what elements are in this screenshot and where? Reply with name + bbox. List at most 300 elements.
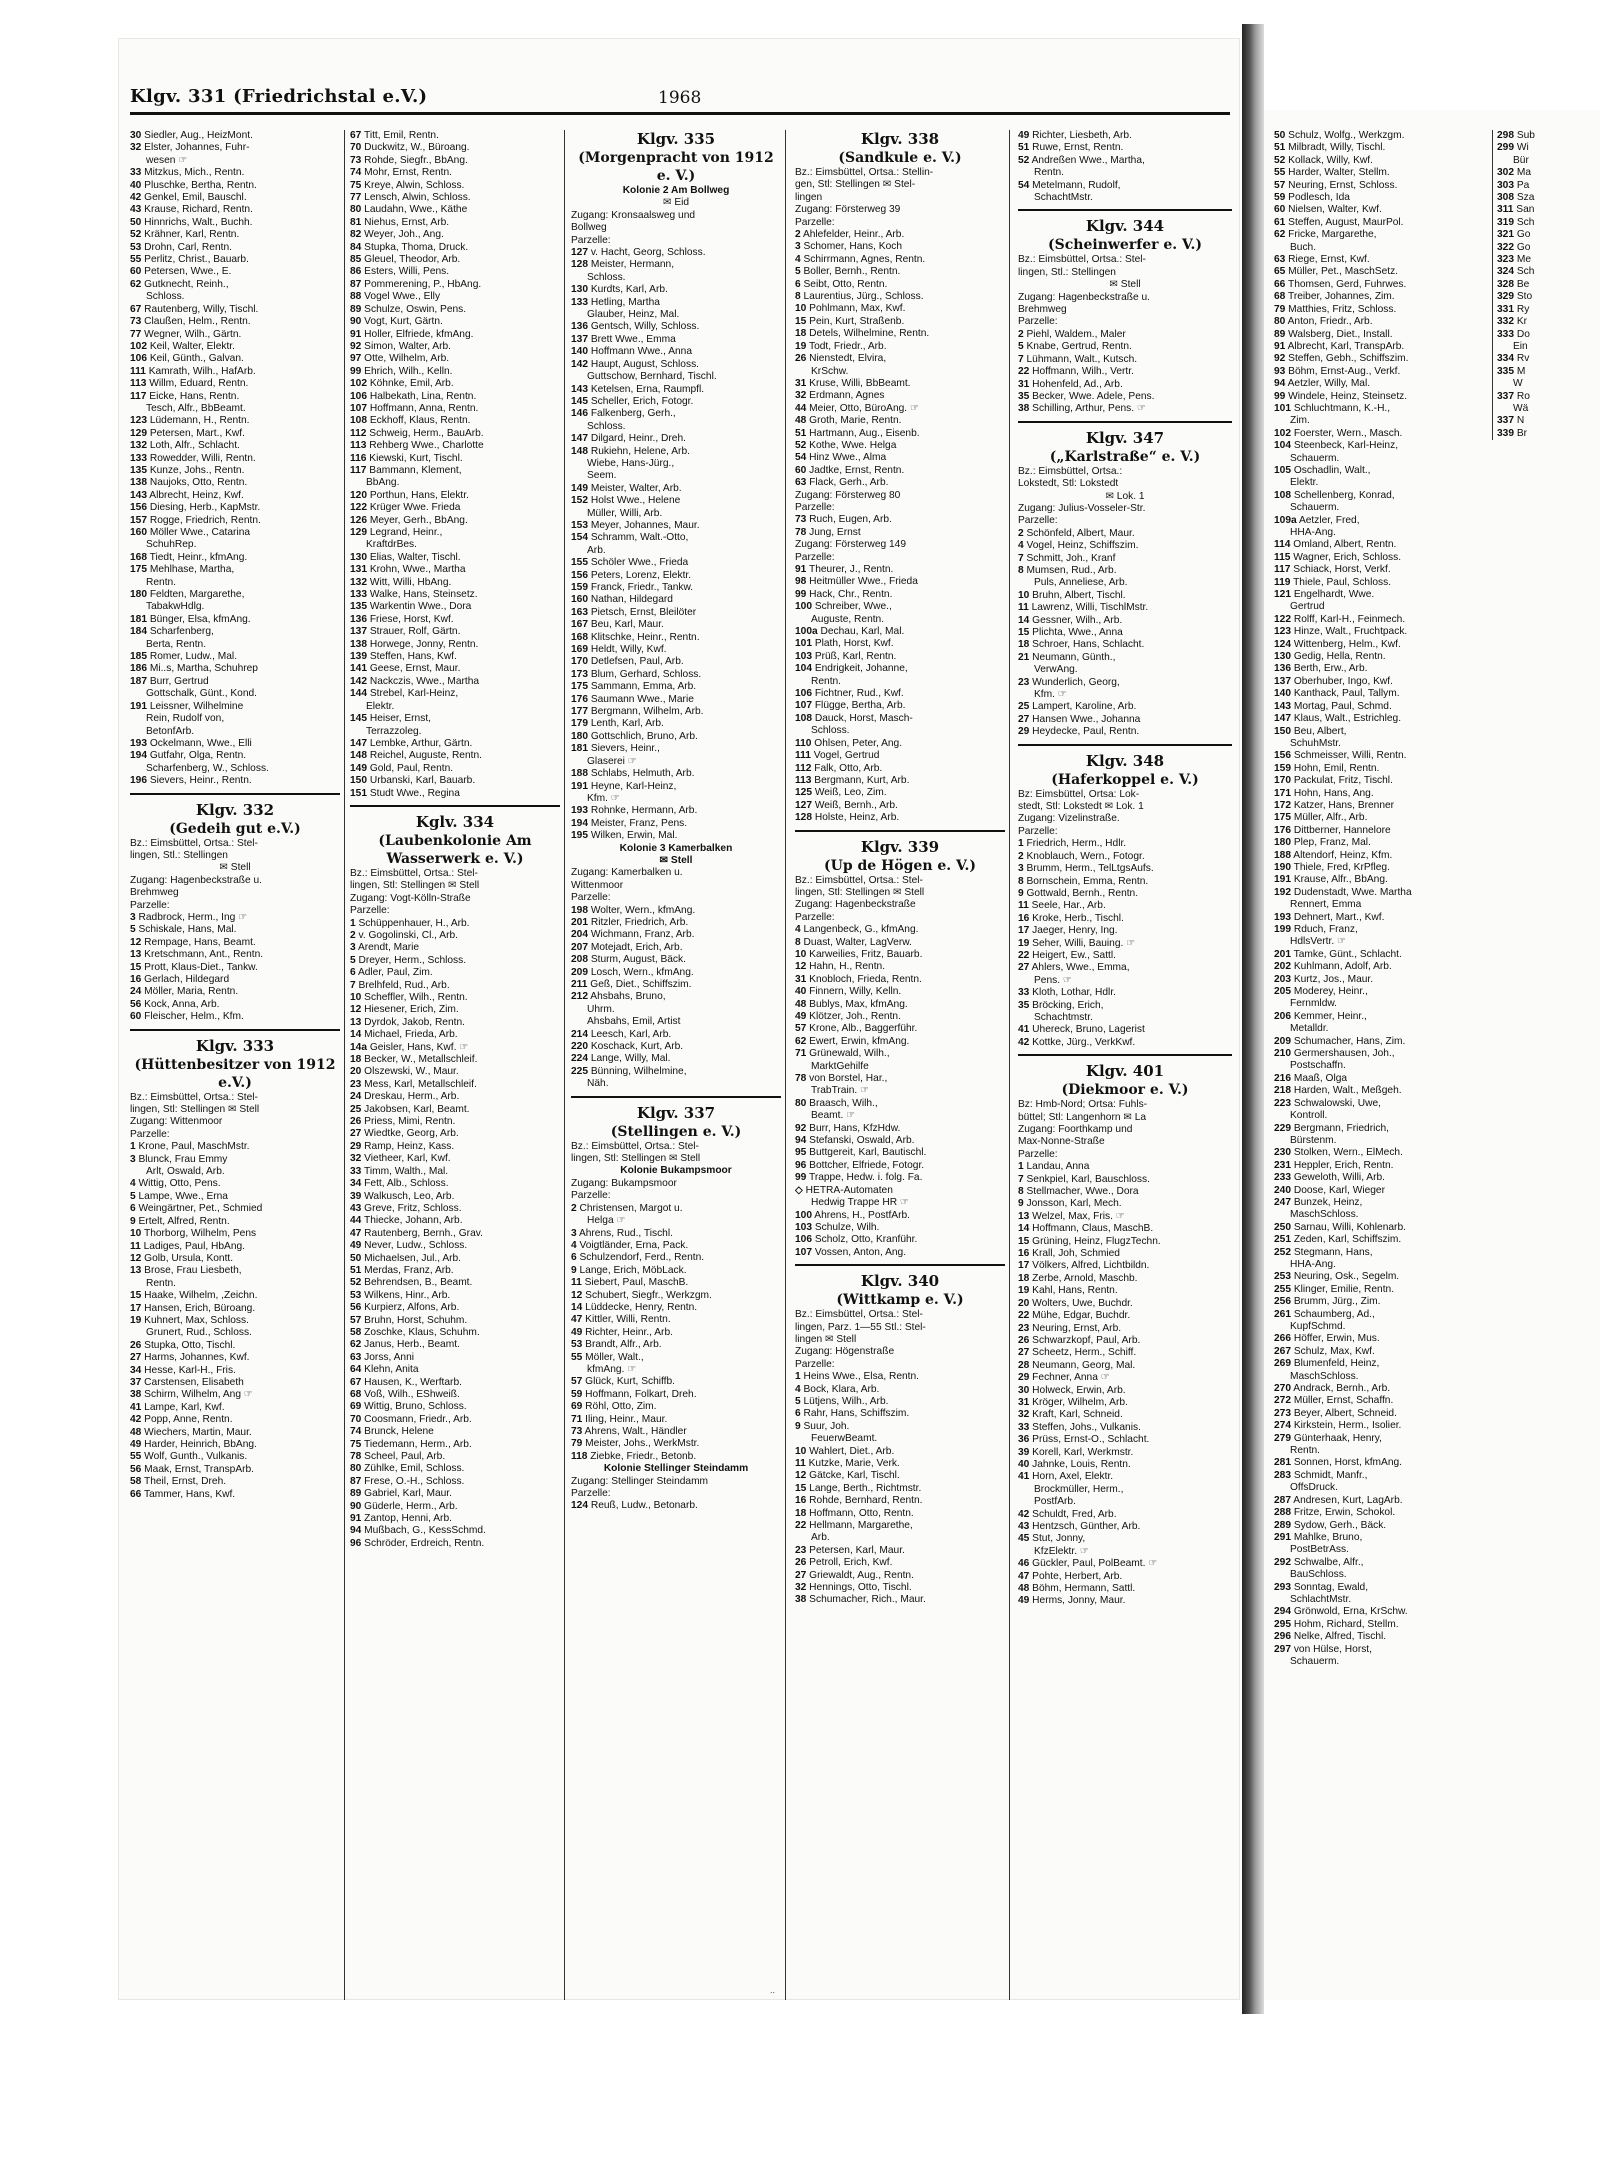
entry-line: 1 Schüppenhauer, H., Arb. (350, 917, 470, 929)
entry-line: 185 Romer, Ludw., Mal. (130, 651, 238, 663)
entry-line: 32 Hennings, Otto, Tischl. (795, 1582, 912, 1594)
entry-line: 308 Sza (1497, 192, 1535, 204)
section-info: lingen, Stl.: Stellingen (130, 849, 228, 861)
entry-line: 12 Gätcke, Karl, Tischl. (795, 1470, 900, 1482)
parcel-number: 92 (350, 340, 362, 352)
parcel-number: 43 (350, 1202, 362, 1214)
parcel-number: 90 (350, 316, 362, 328)
parcel-number: 7 (1018, 1173, 1024, 1185)
section-subtitle: (Laubenkolonie Am Wasserwerk e. V.) (378, 832, 532, 867)
entry-line: 32 Erdmann, Agnes (795, 390, 885, 402)
entry-line: 33 Kloth, Lothar, Hdlr. (1018, 987, 1116, 999)
parcel-number: 2 (1018, 527, 1024, 539)
parcel-number: 67 (350, 1376, 362, 1388)
entry-line: 11 Kutzke, Marie, Verk. (795, 1458, 900, 1469)
section-info: Bz.: Eimsbüttel, Ortsa.: Stel- (795, 874, 923, 886)
section-title: Klgv. 344 (1085, 217, 1165, 236)
entry-line: 118 Ziebke, Friedr., Betonb. (571, 1450, 697, 1462)
parcel-number: 55 (571, 1351, 583, 1363)
parcel-number: 80 (795, 1097, 807, 1109)
section-title: Klgv. 339 (860, 837, 940, 856)
entry-line: 27 Ahlers, Wwe., Emma, (1018, 962, 1130, 974)
entry-line: 5 Lampe, Wwe., Erna (130, 1190, 228, 1202)
entry-line: 267 Schulz, Max, Kwf. (1274, 1345, 1375, 1357)
entry-line: 202 Kuhlmann, Adolf, Arb. (1274, 961, 1392, 973)
parcel-number: 89 (350, 303, 362, 315)
parcel-number: 203 (1274, 973, 1291, 985)
entry-line: 51 Merdas, Franz, Arb. (350, 1264, 454, 1276)
entry-line: 96 Schröder, Erdreich, Rentn. (350, 1537, 485, 1549)
parcel-number: 39 (350, 1190, 362, 1202)
entry-line: 173 Blum, Gerhard, Schloss. (571, 668, 702, 680)
entry-line: 135 Warkentin Wwe., Dora (350, 601, 472, 613)
parcel-number: 13 (130, 1265, 142, 1277)
entry-line: 117 Schiack, Horst, Verkf. (1274, 564, 1391, 576)
entry-line: Terrazzoleg. (366, 725, 422, 737)
entry-line: 11 Seele, Har., Arb. (1018, 900, 1106, 912)
entry-line: 149 Meister, Walter, Arb. (571, 482, 682, 494)
parcel-number: 194 (571, 817, 588, 829)
parcel-number: 120 (350, 489, 367, 501)
parcel-number: 101 (1274, 402, 1291, 414)
parcel-number: 193 (1274, 911, 1291, 923)
entry-line: Rentn. (1034, 167, 1065, 179)
section-rule (571, 1096, 781, 1098)
entry-line: 211 Geß, Diet., Schiffszim. (571, 979, 692, 990)
entry-line: 113 Rehberg Wwe., Charlotte (350, 440, 484, 452)
entry-line: 82 Weyer, Joh., Ang. (350, 229, 444, 241)
parcel-number: 292 (1274, 1556, 1291, 1568)
entry-line: 73 Claußen, Helm., Rentn. (130, 316, 251, 328)
entry-line: 113 Willm, Eduard, Rentn. (130, 378, 249, 390)
entry-line: SchachtMstr. (1034, 192, 1093, 204)
entry-line: 296 Nelke, Alfred, Tischl. (1274, 1631, 1387, 1643)
section-info: Zugang: Vizelinstraße. (1018, 813, 1120, 825)
parcel-number: 141 (350, 663, 367, 675)
entry-line: 101 Plath, Horst, Kwf. (795, 638, 894, 650)
parcel-number: 106 (130, 353, 147, 365)
entry-line: 65 Müller, Pet., MaschSetz. (1274, 266, 1399, 278)
entry-line: Schloss. (587, 420, 626, 432)
entry-line: 120 Porthun, Hans, Elektr. (350, 489, 469, 501)
entry-line: 3 Schomer, Hans, Koch (795, 241, 903, 253)
entry-line: Bür (1513, 154, 1529, 166)
parcel-number: 143 (571, 383, 588, 395)
entry-line: 63 Jorss, Anni (350, 1351, 415, 1363)
entry-line: 29 Ramp, Heinz, Kass. (350, 1140, 455, 1152)
entry-line: 40 Pluschke, Bertha, Rentn. (130, 179, 257, 191)
section-info: Zugang: Vogt-Kölln-Straße (350, 892, 471, 904)
parcel-number: 123 (1274, 626, 1291, 638)
entry-line: 214 Leesch, Karl, Arb. (571, 1028, 672, 1040)
parcel-number: 8 (1018, 564, 1024, 576)
parcel-number: 17 (1018, 1260, 1030, 1272)
parcel-number: 77 (350, 192, 362, 204)
entry-line: 156 Diesing, Herb., KapMstr. (130, 502, 261, 514)
entry-line: KupfSchmd. (1290, 1321, 1346, 1332)
parcel-number: 73 (130, 316, 142, 328)
parcel-number: 55 (1274, 167, 1286, 179)
parcel-number: 126 (350, 514, 367, 526)
entry-line: Arb. (811, 1532, 830, 1544)
entry-line: 124 Wittenberg, Helm., Kwf. (1274, 638, 1401, 650)
entry-line: Schachtmstr. (1034, 1011, 1093, 1023)
parcel-number: 9 (1018, 887, 1024, 899)
entry-line: 91 Zantop, Henni, Arb. (350, 1513, 452, 1525)
entry-line: 34 Fett, Alb., Schloss. (350, 1178, 449, 1190)
section-info: lingen (795, 191, 823, 203)
parcel-number: 137 (350, 626, 367, 638)
entry-line: 138 Naujoks, Otto, Rentn. (130, 477, 248, 489)
parcel-number: 184 (130, 626, 147, 638)
entry-line: 180 Feldten, Margarethe, (130, 589, 245, 601)
entry-line: Wä (1513, 402, 1529, 414)
parcel-number: 27 (1018, 713, 1030, 725)
parcel-number: 75 (350, 1438, 362, 1450)
entry-line: 106 Fichtner, Rud., Kwf. (795, 688, 904, 700)
parcel-number: 40 (1018, 1458, 1030, 1470)
parcel-number: 9 (571, 1264, 577, 1276)
entry-line: 136 Gentsch, Willy, Schloss. (571, 321, 700, 333)
entry-line: TrabTrain. ☞ (811, 1085, 870, 1097)
colony-heading: Kolonie 3 Kamerbalken (619, 842, 733, 854)
parcel-number: 60 (1274, 204, 1286, 216)
parcel-number: 15 (1018, 627, 1030, 638)
entry-line: 42 Kottke, Jürg., VerkKwf. (1018, 1036, 1136, 1048)
parcel-number: 50 (1274, 130, 1286, 141)
entry-line: 208 Sturm, August, Bäck. (571, 954, 686, 966)
entry-line: Rentn. (1290, 1445, 1321, 1457)
right-page (1264, 110, 1600, 2000)
parcel-number: 298 (1497, 130, 1514, 141)
entry-line: 29 Fechner, Anna ☞ (1018, 1372, 1110, 1384)
entry-line: 114 Omland, Albert, Rentn. (1274, 539, 1397, 551)
entry-line: 102 Keil, Walter, Elektr. (130, 340, 235, 352)
parcel-number: 4 (1018, 540, 1024, 552)
parcel-number: 3 (795, 241, 801, 253)
entry-line: 52 Kothe, Wwe. Helga (795, 439, 897, 451)
parcel-number: 49 (1018, 130, 1030, 141)
entry-line: 52 Andreßen Wwe., Martha, (1018, 154, 1145, 166)
parcel-number: 24 (130, 986, 142, 998)
parcel-number: 23 (1018, 676, 1030, 688)
parcel-number: 56 (130, 998, 142, 1010)
parcel-number: 302 (1497, 167, 1514, 179)
entry-line: 195 Wilken, Erwin, Mal. (571, 830, 678, 842)
parcel-number: 103 (795, 1221, 812, 1233)
entry-line: 279 Günterhaak, Henry, (1274, 1432, 1382, 1444)
entry-line: 106 Scholz, Otto, Kranführ. (795, 1234, 918, 1246)
entry-line: 14 Hoffmann, Claus, MaschB. (1018, 1223, 1154, 1235)
entry-line: 111 Kamrath, Wilh., HafArb. (130, 365, 256, 377)
parcel-number: 132 (130, 440, 147, 452)
entry-line: 53 Drohn, Carl, Rentn. (130, 241, 232, 253)
parcel-number: 130 (571, 284, 588, 296)
entry-line: 339 Br (1497, 427, 1528, 439)
entry-line: 16 Kroke, Herb., Tischl. (1018, 912, 1124, 924)
entry-line: 144 Strebel, Karl-Heinz, (350, 688, 459, 700)
parcel-number: 130 (350, 551, 367, 563)
parcel-number: 8 (1018, 1186, 1024, 1198)
section-info: Zugang: Kamerbalken u. (571, 867, 683, 879)
parcel-number: 175 (130, 564, 147, 576)
entry-line: 104 Endrigkeit, Johanne, (795, 663, 908, 675)
bottom-mark: .. (770, 1985, 776, 1995)
parcel-number: 32 (1018, 1409, 1030, 1421)
parcel-number: 36 (1018, 1434, 1030, 1446)
entry-line: 323 Me (1497, 254, 1531, 266)
entry-line: 283 Schmidt, Manfr., (1274, 1469, 1368, 1481)
parcel-number: 60 (795, 464, 807, 476)
entry-line: 4 Schirrmann, Agnes, Rentn. (795, 253, 926, 265)
entry-line: 233 Geweloth, Willi, Arb. (1274, 1172, 1385, 1184)
entry-line: 274 Kirkstein, Herm., Isolier. (1274, 1420, 1402, 1432)
section-info: Bz.: Eimsbüttel, Ortsa.: Stellin- (795, 167, 934, 178)
parcel-number: 127 (571, 247, 588, 259)
entry-line: 93 Böhm, Ernst-Aug., Verkf. (1274, 365, 1401, 377)
parcel-number: 70 (350, 1413, 362, 1425)
entry-line: 171 Hohn, Hans, Ang. (1274, 787, 1374, 799)
entry-line: 48 Groth, Marie, Rentn. (795, 415, 902, 427)
section-subtitle: (Morgenpracht von 1912 e. V.) (578, 150, 774, 184)
parcel-number: 175 (571, 681, 588, 693)
parcel-number: 121 (1274, 589, 1291, 601)
parcel-number: 63 (350, 1351, 362, 1363)
parcel-number: 7 (350, 979, 356, 991)
parcel-number: 18 (350, 1054, 362, 1066)
parcel-number: 23 (350, 1078, 362, 1090)
entry-line: 196 Sievers, Heinr., Rentn. (130, 775, 252, 787)
entry-line: 12 Rempage, Hans, Beamt. (130, 936, 256, 948)
section-info: Parzelle: (571, 234, 611, 246)
entry-line: 57 Bruhn, Horst, Schuhm. (350, 1314, 468, 1326)
entry-line: 140 Hoffmann Wwe., Anna (571, 346, 693, 358)
entry-line: 194 Gutfahr, Olga, Rentn. (130, 750, 247, 762)
entry-line: 188 Altendorf, Heinz, Kfm. (1274, 849, 1393, 861)
parcel-number: 272 (1274, 1395, 1291, 1407)
entry-line: 150 Beu, Albert, (1274, 725, 1347, 737)
entry-line: 52 Krähner, Karl, Rentn. (130, 229, 240, 241)
entry-line: 3 Ahrens, Rud., Tischl. (571, 1227, 673, 1239)
parcel-number: 100 (795, 1209, 812, 1221)
section-info: Parzelle: (795, 551, 835, 563)
entry-line: 25 Lampert, Karoline, Arb. (1018, 701, 1137, 713)
parcel-number: 3 (130, 911, 136, 923)
entry-line: Arlt, Oswald, Arb. (146, 1166, 225, 1178)
parcel-number: 136 (350, 613, 367, 625)
entry-line: 92 Burr, Hans, KfzHdw. (795, 1122, 901, 1134)
parcel-number: 68 (1274, 291, 1286, 303)
parcel-number: 68 (350, 1389, 362, 1400)
parcel-number: 38 (795, 1594, 807, 1606)
parcel-number: 6 (571, 1252, 577, 1264)
parcel-number: 27 (130, 1352, 142, 1364)
parcel-number: 87 (350, 278, 362, 290)
section-info: Bz.: Eimsbüttel, Ortsa.: Stel- (130, 1091, 258, 1103)
parcel-number: 167 (571, 619, 588, 631)
entry-line: Helga ☞ (587, 1215, 626, 1227)
entry-line: BetonfArb. (146, 725, 195, 737)
entry-line: Schauerm. (1290, 502, 1340, 514)
parcel-number: 2 (571, 1202, 577, 1214)
entry-line: Pens. ☞ (1034, 974, 1073, 986)
parcel-number: 295 (1274, 1618, 1291, 1630)
entry-line: Tesch, Alfr., BbBeamt. (146, 402, 246, 414)
entry-line: 155 Schöler Wwe., Frieda (571, 557, 689, 569)
parcel-number: 25 (1018, 701, 1030, 713)
entry-line: 40 Finnern, Willy, Kelln. (795, 986, 902, 998)
entry-line: 1 Heins Wwe., Elsa, Rentn. (795, 1371, 920, 1383)
parcel-number: 41 (1018, 1471, 1030, 1483)
entry-line: 124 Reuß, Ludw., Betonarb. (571, 1500, 698, 1512)
parcel-number: 99 (795, 588, 807, 600)
entry-line: 5 Knabe, Gertrud, Rentn. (1018, 341, 1132, 353)
parcel-number: 81 (350, 216, 362, 228)
parcel-number: 209 (1274, 1035, 1291, 1047)
parcel-number: 256 (1274, 1296, 1291, 1308)
parcel-number: 65 (1274, 266, 1286, 278)
entry-line: 297 von Hülse, Horst, (1274, 1643, 1372, 1655)
parcel-number: 190 (1274, 861, 1291, 873)
parcel-number: 113 (130, 378, 147, 390)
parcel-number: 31 (1018, 378, 1030, 390)
entry-line: 147 Klaus, Walt., Estrichleg. (1274, 713, 1402, 725)
entry-line: 172 Katzer, Hans, Brenner (1274, 799, 1395, 811)
parcel-number: 299 (1497, 142, 1514, 154)
entry-line: 293 Sonntag, Ewald, (1274, 1581, 1369, 1593)
parcel-number: 136 (571, 321, 588, 333)
parcel-number: 40 (795, 986, 807, 998)
entry-line: 53 Wilkens, Hinr., Arb. (350, 1289, 451, 1301)
entry-line: 136 Friese, Horst, Kwf. (350, 613, 454, 625)
entry-line: 15 Plichta, Wwe., Anna (1018, 627, 1123, 638)
parcel-number: 18 (795, 328, 807, 340)
entry-line: 35 Bröcking, Erich, (1018, 999, 1104, 1011)
parcel-number: 67 (350, 130, 362, 141)
entry-line: 57 Krone, Alb., Baggerführ. (795, 1023, 918, 1035)
entry-line: 67 Rautenberg, Willy, Tischl. (130, 303, 259, 315)
entry-line: 119 Thiele, Paul, Schloss. (1274, 576, 1392, 588)
entry-line: 3 Radbrock, Herm., Ing ☞ (130, 911, 248, 923)
entry-line: 147 Lembke, Arthur, Gärtn. (350, 737, 473, 749)
parcel-number: 22 (795, 1520, 807, 1532)
entry-line: 157 Rogge, Friedrich, Rentn. (130, 514, 261, 526)
parcel-number: 47 (1018, 1570, 1030, 1582)
parcel-number: 14 (1018, 614, 1030, 626)
section-info: büttel; Stl: Langenhorn ✉ La (1018, 1111, 1147, 1123)
entry-line: 104 Steenbeck, Karl-Heinz, (1274, 440, 1399, 452)
parcel-number: 33 (130, 167, 142, 179)
entry-line: 26 Petroll, Erich, Kwf. (795, 1557, 893, 1569)
entry-line: 15 Lange, Berth., Richtmstr. (795, 1482, 922, 1494)
entry-line: 8 Stellmacher, Wwe., Dora (1018, 1186, 1139, 1198)
entry-line: 224 Lange, Willy, Mal. (571, 1053, 671, 1065)
entry-line: MaschSchloss. (1290, 1370, 1359, 1382)
directory-column-3 (571, 130, 786, 2000)
section-info: Zugang: Hagenbeckstraße u. (130, 874, 262, 886)
parcel-number: 137 (1274, 675, 1291, 687)
parcel-number: 67 (130, 303, 142, 315)
entry-line: 60 Nielsen, Walter, Kwf. (1274, 204, 1382, 216)
parcel-number: 69 (350, 1401, 362, 1413)
parcel-number: 6 (795, 278, 801, 290)
entry-line: 75 Tiedemann, Herm., Arb. (350, 1438, 472, 1450)
entry-line: 26 Priess, Mimi, Rentn. (350, 1116, 456, 1128)
entry-line: 240 Doose, Karl, Wieger (1274, 1184, 1385, 1196)
parcel-number: 62 (350, 1339, 362, 1351)
parcel-number: 147 (1274, 713, 1291, 725)
parcel-number: 3 (1018, 863, 1024, 875)
entry-line: 6 Seibt, Otto, Rentn. (795, 278, 888, 290)
parcel-number: 47 (350, 1227, 362, 1239)
parcel-number: 116 (350, 452, 367, 464)
directory-column-1 (130, 130, 345, 2000)
entry-line: 78 Jung, Ernst (795, 526, 861, 538)
parcel-number: 169 (571, 644, 588, 656)
parcel-number: 218 (1274, 1085, 1291, 1097)
entry-line: 96 Bottcher, Elfriede, Fotogr. (795, 1159, 925, 1171)
parcel-number: 49 (571, 1326, 583, 1338)
parcel-number: 48 (1018, 1583, 1030, 1595)
entry-line: 175 Müller, Alfr., Arb. (1274, 812, 1368, 824)
section-info: Bz.: Eimsbüttel, Ortsa.: Stel- (571, 1140, 699, 1152)
parcel-number: 105 (1274, 464, 1291, 476)
parcel-number: 168 (571, 631, 588, 643)
entry-line: Grunert, Rud., Schloss. (146, 1327, 252, 1339)
parcel-number: 102 (1274, 427, 1291, 439)
parcel-number: 209 (571, 966, 588, 978)
entry-line: 230 Stolken, Wern., ElMech. (1274, 1147, 1403, 1159)
entry-line: 252 Stegmann, Hans, (1274, 1246, 1373, 1258)
parcel-number: 176 (1274, 824, 1291, 836)
directory-column-5 (1018, 130, 1236, 2000)
entry-line: 170 Detlefsen, Paul, Arb. (571, 656, 684, 668)
entry-line: 121 Engelhardt, Wwe. (1274, 589, 1375, 601)
entry-line: 261 Schaumberg, Ad., (1274, 1308, 1375, 1320)
section-info: Zugang: Högenstraße (795, 1346, 895, 1358)
entry-line: Schauerm. (1290, 452, 1340, 464)
entry-line: 42 Popp, Anne, Rentn. (130, 1414, 233, 1426)
entry-line: 253 Neuring, Osk., Segelm. (1274, 1271, 1400, 1283)
parcel-number: 113 (795, 774, 812, 786)
parcel-number: 74 (350, 1426, 362, 1438)
entry-line: 206 Kemmer, Heinr., (1274, 1010, 1367, 1022)
parcel-number: 145 (350, 713, 367, 725)
entry-line: 38 Schilling, Arthur, Pens. ☞ (1018, 403, 1147, 415)
entry-line: 322 Go (1497, 241, 1531, 253)
entry-line: 7 Brelhfeld, Rud., Arb. (350, 979, 450, 991)
parcel-number: 4 (795, 924, 801, 936)
entry-line: 146 Falkenberg, Gerh., (571, 408, 676, 420)
parcel-number: 89 (1274, 328, 1286, 340)
entry-line: 332 Kr (1497, 316, 1528, 328)
parcel-number: 133 (130, 452, 147, 464)
parcel-number: 128 (571, 259, 588, 271)
entry-line: Buch. (1290, 241, 1317, 253)
entry-line: 135 Kunze, Johs., Rentn. (130, 464, 245, 476)
entry-line: 170 Packulat, Fritz, Tischl. (1274, 775, 1393, 787)
entry-line: 22 Hoffmann, Wilh., Vertr. (1018, 366, 1134, 378)
entry-line: 99 Windele, Heinz, Steinsetz. (1274, 390, 1408, 402)
entry-line: 109a Aetzler, Fred, (1274, 514, 1360, 526)
entry-line: 107 Hoffmann, Anna, Rentn. (350, 402, 479, 414)
entry-line: Metalldr. (1290, 1023, 1329, 1035)
parcel-number: 160 (571, 594, 588, 606)
parcel-number: 139 (350, 651, 367, 663)
parcel-number: 40 (130, 179, 142, 191)
parcel-number: 49 (795, 1011, 807, 1022)
parcel-number: 71 (571, 1413, 583, 1425)
